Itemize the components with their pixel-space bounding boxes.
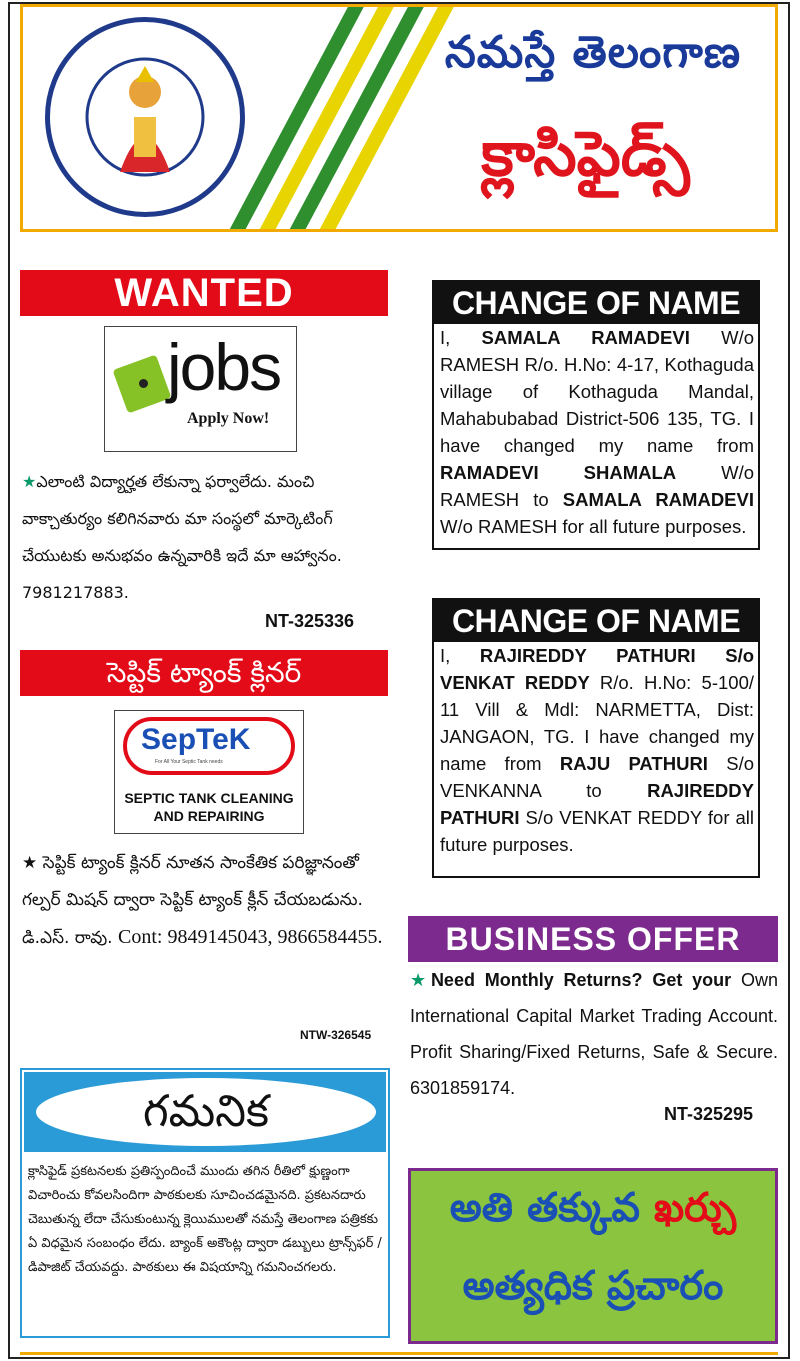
star-icon: ★ — [22, 853, 38, 873]
body-text: W/o RAMESH for all future purposes. — [440, 516, 747, 537]
body-text: R/o. H.No: 5-100/ 11 Vill & Mdl: NARMETTA, Dist: JANGAON, TG. I have changed my name from — [440, 672, 754, 774]
septek-logo-subtitle: SEPTIC TANK CLEANING AND REPAIRING — [124, 790, 294, 824]
dice-dot — [139, 379, 148, 388]
wanted-ad-text — [22, 463, 392, 611]
body-text: I, — [440, 327, 482, 348]
body-text: S/o VENKANNA to — [440, 753, 754, 801]
name-bold: RAJIREDDY PATHURI S/o VENKAT REDDY — [440, 645, 755, 693]
ad-code: NT-325295 — [664, 1104, 754, 1124]
body-text: S/o VENKAT REDDY for all future purposes. — [440, 807, 754, 855]
business-offer-heading: BUSINESS OFFER — [408, 916, 778, 962]
septic-ad-contact: Cont: 9849145043, 9866584455. — [118, 926, 383, 948]
name-bold: SAMALA RAMADEVI — [481, 327, 690, 348]
septic-ad-text — [22, 845, 394, 957]
business-offer-body: Own International Capital Market Trading Account. Profit Sharing/Fixed Returns, Safe & Secure. 6301859174. — [410, 970, 778, 1098]
promo-line-2: అత్యధిక ప్రచారం — [462, 1263, 724, 1309]
change-of-name-ad — [432, 598, 760, 878]
notice-box — [20, 1068, 390, 1338]
name-bold: RAMADEVI SHAMALA — [440, 462, 677, 483]
septek-logo-tag: For All Your Septic Tank needs — [155, 759, 223, 765]
notice-header — [24, 1072, 386, 1152]
notice-body: క్లాసిఫైడ్ ప్రకటనలకు ప్రతిస్పందించే ముందు తగిన రీతిలో క్షుణ్ణంగా విచారించు కోవలసిందిగా పాఠకులకు సూచించడమైనది. ప్రకటనదారు చెబుతున్న లేదా చేసుకుంటున్న క్లెయిములతో నమస్తే తెలంగాణ పత్రికకు ఏ విధమైన సంబంధం లేదు. బ్యాంక్ అకౌంట్ల ద్వారా డబ్బులు ట్రాన్స్‌ఫర్ / డిపాజిట్ చేయవద్దు. పాఠకులు ఈ విషయాన్ని గమనించగలరు. — [28, 1164, 382, 1275]
septek-logo-oval — [123, 717, 295, 775]
business-offer-lead: Need Monthly Returns? Get your — [430, 970, 732, 990]
business-offer-text — [410, 962, 778, 1106]
jobs-logo — [104, 326, 297, 452]
masthead — [20, 4, 778, 232]
masthead-subtitle: క్లాసిఫైడ్స్ — [481, 117, 690, 190]
star-icon: ★ — [410, 970, 431, 990]
change-of-name-body — [440, 324, 754, 540]
bottom-divider — [20, 1352, 778, 1355]
body-text: W/o RAMESH to — [440, 462, 754, 510]
body-text: W/o RAMESH R/o. H.No: 4-17, Kothaguda village of Kothaguda Mandal, Mahabubabad District-506 135, TG. I have changed my name from — [440, 327, 754, 456]
star-icon: ★ — [22, 472, 37, 491]
septek-logo — [114, 710, 304, 834]
ad-code: NT-325336 — [265, 611, 355, 631]
ad-code: NTW-326545 — [300, 1028, 372, 1042]
name-bold: SAMALA RAMADEVI — [562, 489, 754, 510]
change-of-name-heading: CHANGE OF NAME — [434, 282, 758, 324]
promo-banner — [408, 1168, 778, 1344]
notice-title: గమనిక — [36, 1078, 376, 1146]
classifieds-seal-logo — [45, 17, 245, 217]
septic-heading: సెప్టిక్ ట్యాంక్ క్లినర్ — [20, 650, 388, 696]
name-bold: RAJIREDDY PATHURI — [440, 780, 754, 828]
body-text: I, — [440, 645, 480, 666]
name-bold: RAJU PATHURI — [559, 753, 708, 774]
change-of-name-ad — [432, 280, 760, 550]
change-of-name-body — [440, 642, 754, 858]
masthead-title: నమస్తే తెలంగాణ — [444, 27, 742, 78]
promo-highlight: ఖర్చు — [653, 1185, 737, 1231]
promo-line-1 — [411, 1185, 775, 1241]
wanted-ad-body: ఎలాంటి విద్యార్హత లేకున్నా ఫర్వాలేదు. మంచి వాక్చాతుర్యం కలిగినవారు మా సంస్థలో మార్కెటింగ్ చేయుటకు అనుభవం ఉన్నవారికి ఇదే మా ఆహ్వానం. 7981217883. — [22, 472, 342, 602]
jobs-logo-word: jobs — [167, 330, 281, 404]
wanted-heading: WANTED — [20, 270, 388, 316]
promo-text: అతి తక్కువ — [449, 1185, 654, 1231]
septek-logo-word: SepTeK — [141, 723, 251, 756]
septic-ad-body: సెప్టిక్ ట్యాంక్ క్లినర్ నూతన సాంకేతిక పరిజ్ఞానంతో గల్పర్ మిషన్ ద్వారా సెప్టిక్ ట్యాంక్ క్లీన్ చేయబడును. డి.ఎస్. రావు. — [22, 853, 363, 948]
change-of-name-heading: CHANGE OF NAME — [434, 600, 758, 642]
jobs-logo-tagline: Apply Now! — [187, 410, 270, 427]
